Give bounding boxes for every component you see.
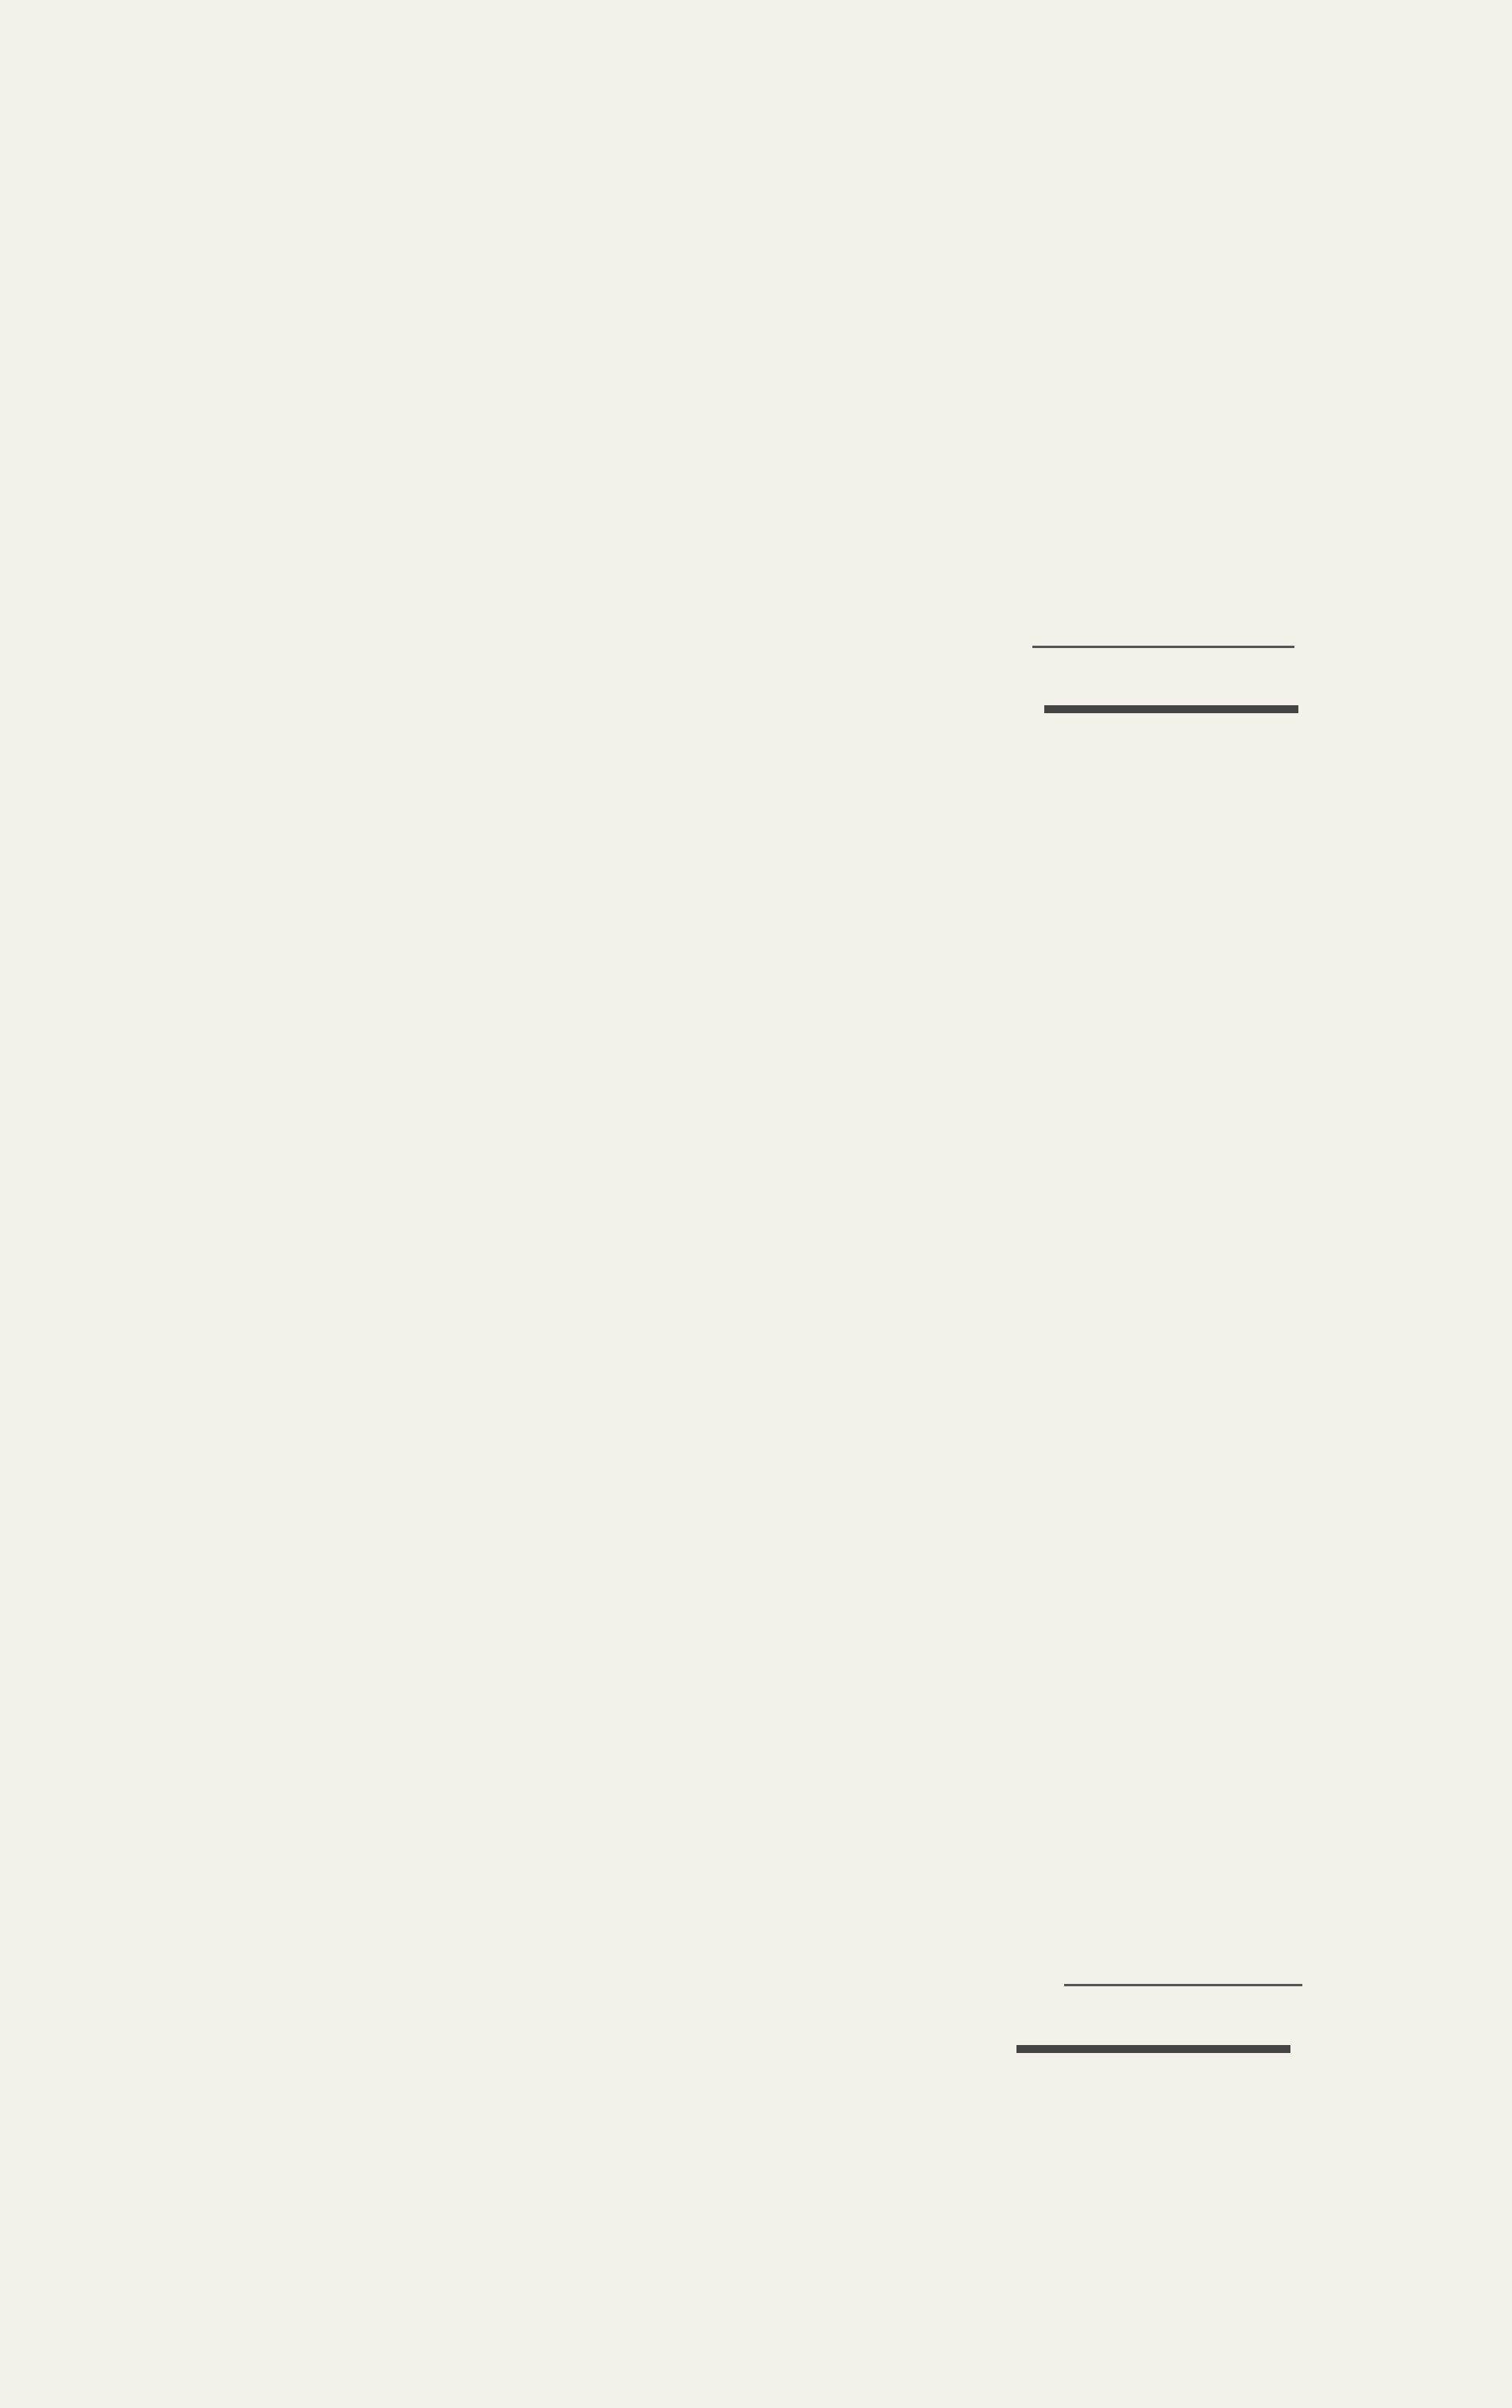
table-row	[0, 1214, 1512, 1264]
table-row	[0, 1401, 1512, 1450]
table-row	[0, 1495, 1512, 1544]
table-row	[0, 596, 1512, 645]
table-row	[0, 794, 1512, 843]
table-row	[0, 1542, 1512, 1591]
table-row	[0, 1588, 1512, 1638]
table-row	[0, 934, 1512, 983]
table-row	[0, 1822, 1512, 1871]
table-row	[0, 1028, 1512, 1077]
ornamental-rule	[1016, 2045, 1290, 2053]
table-row	[0, 1728, 1512, 1777]
table-row	[0, 1308, 1512, 1357]
table-row	[0, 499, 1512, 548]
table-row	[0, 981, 1512, 1030]
table-row	[0, 1681, 1512, 1731]
table-row	[0, 547, 1512, 596]
table-row	[0, 1121, 1512, 1171]
total-rule	[1032, 646, 1294, 648]
table-row	[0, 1868, 1512, 1917]
table-row	[0, 1261, 1512, 1310]
table-row	[0, 450, 1512, 500]
table-row	[0, 1448, 1512, 1497]
table-row	[0, 1075, 1512, 1124]
table-row	[0, 1775, 1512, 1824]
table-row	[0, 1915, 1512, 1964]
table-row	[0, 1355, 1512, 1404]
table-row	[0, 402, 1512, 451]
table-row	[0, 1634, 1512, 1684]
total-rule	[1064, 1984, 1302, 1986]
table-row	[0, 841, 1512, 890]
table-row	[0, 1167, 1512, 1217]
ornamental-rule	[1044, 705, 1298, 713]
table-row	[0, 353, 1512, 403]
table-row	[0, 888, 1512, 937]
